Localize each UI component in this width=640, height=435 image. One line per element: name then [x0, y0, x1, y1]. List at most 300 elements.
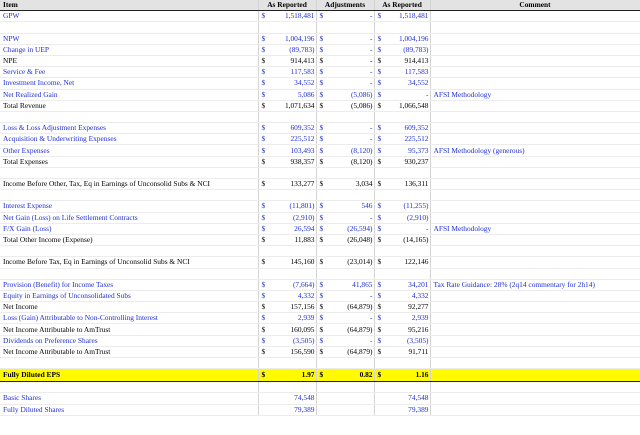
comment-cell[interactable] — [430, 234, 640, 245]
empty-cell[interactable] — [430, 190, 640, 201]
currency-symbol: $ — [319, 33, 324, 43]
value-cell-b[interactable] — [316, 393, 374, 404]
value-cell-a[interactable] — [258, 179, 316, 190]
value-cell-c[interactable] — [374, 393, 430, 404]
comment-cell[interactable] — [430, 324, 640, 335]
value-cell-c[interactable] — [374, 33, 430, 44]
empty-cell[interactable] — [374, 358, 430, 369]
value-cell-c[interactable] — [374, 44, 430, 55]
comment-cell[interactable] — [430, 369, 640, 382]
row-npe — [0, 55, 640, 66]
value-cell-a[interactable] — [258, 212, 316, 223]
currency-symbol: $ — [319, 313, 324, 323]
row-label[interactable]: Net Realized Gain — [0, 89, 258, 100]
value-cell-a[interactable] — [258, 201, 316, 212]
row-acq — [0, 134, 640, 145]
value-cell-c[interactable] — [374, 145, 430, 156]
value-cell-c[interactable] — [374, 100, 430, 111]
currency-symbol: $ — [261, 100, 266, 110]
empty-cell[interactable] — [374, 111, 430, 122]
row-ni — [0, 302, 640, 313]
comment-cell[interactable] — [430, 67, 640, 78]
value-cell-b[interactable] — [316, 179, 374, 190]
value-cell-a[interactable] — [258, 11, 316, 22]
value-cell-a[interactable] — [258, 100, 316, 111]
value-cell-a[interactable] — [258, 78, 316, 89]
value-cell-c[interactable] — [374, 404, 430, 415]
value-cell-b[interactable] — [316, 223, 374, 234]
cell-value: 133,277 — [290, 179, 315, 189]
cell-value: - — [370, 313, 373, 323]
cell-value: (64,879) — [347, 302, 373, 312]
currency-symbol: $ — [319, 89, 324, 99]
empty-cell[interactable] — [430, 167, 640, 178]
value-cell-b[interactable] — [316, 11, 374, 22]
value-cell-b[interactable] — [316, 290, 374, 301]
cell-value: 4,332 — [411, 290, 429, 300]
row-nicom — [0, 346, 640, 357]
header-as-reported[interactable]: As Reported — [258, 0, 316, 11]
row-label[interactable]: Basic Shares — [0, 393, 258, 404]
comment-cell[interactable] — [430, 313, 640, 324]
empty-cell[interactable] — [374, 167, 430, 178]
currency-symbol: $ — [319, 346, 324, 356]
comment-cell[interactable] — [430, 33, 640, 44]
value-cell-c[interactable] — [374, 11, 430, 22]
currency-symbol: $ — [319, 44, 324, 54]
cell-value: 3,034 — [355, 179, 373, 189]
row-eps — [0, 369, 640, 382]
value-cell-a[interactable] — [258, 346, 316, 357]
row-label[interactable]: GPW — [0, 11, 258, 22]
value-cell-b[interactable] — [316, 78, 374, 89]
currency-symbol: $ — [319, 179, 324, 189]
value-cell-a[interactable] — [258, 257, 316, 268]
cell-value: 1,071,634 — [284, 100, 315, 110]
value-cell-c[interactable] — [374, 279, 430, 290]
cell-value: 34,552 — [408, 78, 429, 88]
currency-symbol: $ — [377, 257, 382, 267]
value-cell-b[interactable] — [316, 44, 374, 55]
row-label[interactable]: Net Income Attributable to AmTrust — [0, 324, 258, 335]
empty-cell[interactable] — [316, 358, 374, 369]
empty-cell[interactable] — [374, 382, 430, 393]
currency-symbol: $ — [261, 335, 266, 345]
empty-cell[interactable] — [316, 167, 374, 178]
value-cell-b[interactable] — [316, 212, 374, 223]
currency-symbol: $ — [377, 56, 382, 66]
comment-cell[interactable]: AFSI Methodology (generous) — [430, 145, 640, 156]
currency-symbol: $ — [377, 78, 382, 88]
row-label[interactable]: Equity in Earnings of Unconsolidated Subs — [0, 290, 258, 301]
value-cell-b[interactable] — [316, 257, 374, 268]
value-cell-c[interactable] — [374, 123, 430, 134]
value-cell-b[interactable] — [316, 156, 374, 167]
value-cell-c[interactable] — [374, 335, 430, 346]
row-label[interactable]: Fully Diluted Shares — [0, 404, 258, 415]
currency-symbol: $ — [377, 156, 382, 166]
comment-cell[interactable] — [430, 404, 640, 415]
currency-symbol: $ — [377, 201, 382, 211]
cell-value: 156,590 — [290, 346, 315, 356]
currency-symbol: $ — [261, 33, 266, 43]
row-label[interactable]: Dividends on Preference Shares — [0, 335, 258, 346]
value-cell-c[interactable] — [374, 201, 430, 212]
value-cell-a[interactable] — [258, 369, 316, 382]
value-cell-b[interactable] — [316, 33, 374, 44]
value-cell-c[interactable] — [374, 89, 430, 100]
currency-symbol: $ — [261, 156, 266, 166]
value-cell-b[interactable] — [316, 89, 374, 100]
currency-symbol: $ — [319, 324, 324, 334]
empty-cell[interactable] — [316, 111, 374, 122]
cell-value: 117,583 — [404, 67, 429, 77]
cell-value: 34,552 — [294, 78, 315, 88]
empty-cell[interactable] — [258, 382, 316, 393]
comment-cell[interactable] — [430, 212, 640, 223]
currency-symbol: $ — [261, 279, 266, 289]
value-cell-b[interactable] — [316, 55, 374, 66]
comment-cell[interactable] — [430, 346, 640, 357]
value-cell-c[interactable] — [374, 290, 430, 301]
row-label[interactable]: Interest Expense — [0, 201, 258, 212]
cell-value: 95,216 — [408, 324, 429, 334]
cell-value: (2,910) — [406, 212, 429, 222]
cell-value: - — [370, 123, 373, 133]
empty-cell[interactable] — [0, 22, 258, 33]
row-basic — [0, 393, 640, 404]
currency-symbol: $ — [319, 78, 324, 88]
currency-symbol: $ — [261, 235, 266, 245]
empty-cell[interactable] — [258, 268, 316, 279]
value-cell-b[interactable] — [316, 369, 374, 382]
comment-cell[interactable] — [430, 290, 640, 301]
cell-value: 609,352 — [404, 123, 429, 133]
currency-symbol: $ — [377, 290, 382, 300]
empty-cell[interactable] — [258, 167, 316, 178]
empty-cell[interactable] — [430, 268, 640, 279]
cell-value: (26,048) — [347, 235, 373, 245]
value-cell-c[interactable] — [374, 156, 430, 167]
value-cell-a[interactable] — [258, 234, 316, 245]
currency-symbol: $ — [261, 44, 266, 54]
comment-cell[interactable] — [430, 55, 640, 66]
value-cell-a[interactable] — [258, 313, 316, 324]
value-cell-c[interactable] — [374, 257, 430, 268]
comment-cell[interactable] — [430, 335, 640, 346]
value-cell-a[interactable] — [258, 290, 316, 301]
value-cell-c[interactable] — [374, 179, 430, 190]
value-cell-b[interactable] — [316, 335, 374, 346]
currency-symbol: $ — [377, 223, 382, 233]
row-label[interactable]: Total Revenue — [0, 100, 258, 111]
value-cell-a[interactable] — [258, 44, 316, 55]
cell-value: - — [370, 44, 373, 54]
currency-symbol: $ — [377, 279, 382, 289]
currency-symbol: $ — [319, 56, 324, 66]
row-label[interactable]: Net Income Attributable to AmTrust — [0, 346, 258, 357]
value-cell-a[interactable] — [258, 145, 316, 156]
currency-symbol: $ — [377, 302, 382, 312]
currency-symbol: $ — [377, 212, 382, 222]
cell-value: - — [426, 223, 429, 233]
row-label[interactable]: Income Before Tax, Eq in Earnings of Unconsolid Subs & NCI — [0, 257, 258, 268]
cell-value: 1.16 — [415, 370, 429, 380]
empty-cell[interactable] — [430, 246, 640, 257]
value-cell-a[interactable] — [258, 279, 316, 290]
cell-value: 1,004,196 — [398, 33, 429, 43]
value-cell-c[interactable] — [374, 55, 430, 66]
empty-cell[interactable] — [0, 111, 258, 122]
empty-cell[interactable] — [258, 111, 316, 122]
row-label[interactable]: Income Before Other, Tax, Eq in Earnings of Unconsolid Subs & NCI — [0, 179, 258, 190]
header-adjustments[interactable]: Adjustments — [316, 0, 374, 11]
value-cell-a[interactable] — [258, 404, 316, 415]
cell-value: 160,095 — [290, 324, 315, 334]
comment-cell[interactable] — [430, 78, 640, 89]
empty-cell[interactable] — [374, 246, 430, 257]
value-cell-b[interactable] — [316, 234, 374, 245]
row-label[interactable]: Loss (Gain) Attributable to Non-Controlling Interest — [0, 313, 258, 324]
currency-symbol: $ — [261, 302, 266, 312]
currency-symbol: $ — [319, 11, 324, 21]
cell-value: 122,146 — [404, 257, 429, 267]
row-ibo — [0, 179, 640, 190]
value-cell-c[interactable] — [374, 78, 430, 89]
currency-symbol: $ — [377, 44, 382, 54]
header-comment[interactable]: Comment — [430, 0, 640, 11]
currency-symbol: $ — [319, 123, 324, 133]
currency-symbol: $ — [319, 370, 324, 380]
comment-cell[interactable] — [430, 257, 640, 268]
row-eq — [0, 290, 640, 301]
currency-symbol: $ — [261, 123, 266, 133]
row-label[interactable]: Other Expenses — [0, 145, 258, 156]
comment-cell[interactable] — [430, 134, 640, 145]
comment-cell[interactable] — [430, 123, 640, 134]
row-toi — [0, 234, 640, 245]
currency-symbol: $ — [261, 89, 266, 99]
cell-value: 79,389 — [294, 404, 315, 414]
value-cell-a[interactable] — [258, 335, 316, 346]
empty-cell[interactable] — [316, 22, 374, 33]
value-cell-b[interactable] — [316, 313, 374, 324]
value-cell-c[interactable] — [374, 67, 430, 78]
comment-cell[interactable]: Tax Rate Guidance: 28% (2q14 commentary for 2h14) — [430, 279, 640, 290]
comment-cell[interactable]: AFSI Methodology — [430, 89, 640, 100]
value-cell-c[interactable] — [374, 234, 430, 245]
value-cell-a[interactable] — [258, 55, 316, 66]
comment-cell[interactable] — [430, 201, 640, 212]
value-cell-c[interactable] — [374, 369, 430, 382]
empty-cell[interactable] — [0, 167, 258, 178]
empty-cell[interactable] — [374, 268, 430, 279]
comment-cell[interactable] — [430, 100, 640, 111]
cell-value: 4,332 — [297, 290, 315, 300]
value-cell-b[interactable] — [316, 100, 374, 111]
cell-value: 41,865 — [352, 279, 373, 289]
header-row — [0, 0, 640, 11]
row-oth — [0, 145, 640, 156]
comment-cell[interactable]: AFSI Methodology — [430, 223, 640, 234]
currency-symbol: $ — [319, 67, 324, 77]
spacer-row — [0, 358, 640, 369]
cell-value: 914,413 — [404, 56, 429, 66]
value-cell-c[interactable] — [374, 313, 430, 324]
header-as-reported-2[interactable]: As Reported — [374, 0, 430, 11]
value-cell-c[interactable] — [374, 346, 430, 357]
currency-symbol — [376, 405, 378, 415]
empty-cell[interactable] — [430, 111, 640, 122]
row-label[interactable]: Service & Fee — [0, 67, 258, 78]
row-label[interactable]: Investment Income, Net — [0, 78, 258, 89]
empty-cell[interactable] — [258, 358, 316, 369]
cell-value: 1.97 — [301, 370, 315, 380]
value-cell-b[interactable] — [316, 279, 374, 290]
value-cell-c[interactable] — [374, 302, 430, 313]
value-cell-c[interactable] — [374, 212, 430, 223]
comment-cell[interactable] — [430, 156, 640, 167]
empty-cell[interactable] — [374, 22, 430, 33]
currency-symbol: $ — [377, 33, 382, 43]
value-cell-a[interactable] — [258, 156, 316, 167]
currency-symbol: $ — [261, 145, 266, 155]
row-label[interactable]: Change in UEP — [0, 44, 258, 55]
cell-value: 92,277 — [408, 302, 429, 312]
currency-symbol: $ — [377, 335, 382, 345]
empty-cell[interactable] — [258, 246, 316, 257]
currency-symbol: $ — [261, 78, 266, 88]
empty-cell[interactable] — [430, 358, 640, 369]
value-cell-b[interactable] — [316, 201, 374, 212]
currency-symbol: $ — [261, 370, 266, 380]
row-label[interactable]: F/X Gain (Loss) — [0, 223, 258, 234]
comment-cell[interactable] — [430, 302, 640, 313]
value-cell-b[interactable] — [316, 324, 374, 335]
currency-symbol: $ — [319, 335, 324, 345]
header-item[interactable]: Item — [0, 0, 258, 11]
empty-cell[interactable] — [374, 190, 430, 201]
cell-value: (11,801) — [289, 201, 315, 211]
cell-value: 1,518,481 — [284, 11, 315, 21]
cell-value: 225,512 — [290, 134, 315, 144]
currency-symbol: $ — [377, 235, 382, 245]
row-tax — [0, 279, 640, 290]
value-cell-a[interactable] — [258, 324, 316, 335]
row-label[interactable]: Net Income — [0, 302, 258, 313]
value-cell-a[interactable] — [258, 123, 316, 134]
empty-cell[interactable] — [0, 358, 258, 369]
currency-symbol: $ — [261, 67, 266, 77]
cell-value: (8,120) — [350, 156, 373, 166]
cell-value: 145,160 — [290, 257, 315, 267]
row-label[interactable]: Net Gain (Loss) on Life Settlement Contracts — [0, 212, 258, 223]
value-cell-a[interactable] — [258, 134, 316, 145]
currency-symbol: $ — [319, 212, 324, 222]
cell-value: (2,910) — [292, 212, 315, 222]
empty-cell[interactable] — [0, 382, 258, 393]
currency-symbol — [260, 393, 262, 403]
currency-symbol: $ — [261, 201, 266, 211]
row-label[interactable]: NPE — [0, 55, 258, 66]
row-label[interactable]: Acquisition & Underwriting Expenses — [0, 134, 258, 145]
row-label[interactable]: NPW — [0, 33, 258, 44]
row-label[interactable]: Fully Diluted EPS — [0, 369, 258, 382]
currency-symbol: $ — [261, 11, 266, 21]
currency-symbol: $ — [319, 145, 324, 155]
cell-value: 91,711 — [408, 346, 429, 356]
currency-symbol: $ — [377, 324, 382, 334]
cell-value: 0.82 — [359, 370, 373, 380]
cell-value: - — [370, 335, 373, 345]
cell-value: - — [370, 56, 373, 66]
value-cell-b[interactable] — [316, 134, 374, 145]
empty-cell[interactable] — [258, 190, 316, 201]
empty-cell[interactable] — [258, 22, 316, 33]
empty-cell[interactable] — [0, 190, 258, 201]
comment-cell[interactable] — [430, 393, 640, 404]
value-cell-a[interactable] — [258, 89, 316, 100]
value-cell-b[interactable] — [316, 123, 374, 134]
empty-cell[interactable] — [430, 382, 640, 393]
currency-symbol: $ — [377, 179, 382, 189]
cell-value: - — [426, 89, 429, 99]
currency-symbol: $ — [319, 201, 324, 211]
comment-cell[interactable] — [430, 179, 640, 190]
currency-symbol: $ — [377, 134, 382, 144]
currency-symbol: $ — [319, 100, 324, 110]
value-cell-b[interactable] — [316, 67, 374, 78]
empty-cell[interactable] — [0, 246, 258, 257]
row-label[interactable]: Total Expenses — [0, 156, 258, 167]
row-label[interactable]: Provision (Benefit) for Income Taxes — [0, 279, 258, 290]
empty-cell[interactable] — [316, 268, 374, 279]
value-cell-a[interactable] — [258, 33, 316, 44]
value-cell-b[interactable] — [316, 302, 374, 313]
value-cell-c[interactable] — [374, 134, 430, 145]
empty-cell[interactable] — [316, 246, 374, 257]
currency-symbol: $ — [319, 257, 324, 267]
value-cell-a[interactable] — [258, 393, 316, 404]
spacer-row — [0, 382, 640, 393]
empty-cell[interactable] — [316, 382, 374, 393]
value-cell-a[interactable] — [258, 67, 316, 78]
value-cell-c[interactable] — [374, 324, 430, 335]
currency-symbol: $ — [319, 235, 324, 245]
row-label[interactable]: Loss & Loss Adjustment Expenses — [0, 123, 258, 134]
row-gain — [0, 89, 640, 100]
value-cell-b[interactable] — [316, 145, 374, 156]
cell-value: 5,086 — [297, 89, 315, 99]
value-cell-b[interactable] — [316, 346, 374, 357]
cell-value: 95,373 — [408, 145, 429, 155]
empty-cell[interactable] — [0, 268, 258, 279]
comment-cell[interactable] — [430, 11, 640, 22]
empty-cell[interactable] — [430, 22, 640, 33]
row-texp — [0, 156, 640, 167]
comment-cell[interactable] — [430, 44, 640, 55]
value-cell-c[interactable] — [374, 223, 430, 234]
row-label[interactable]: Total Other Income (Expense) — [0, 234, 258, 245]
row-life — [0, 212, 640, 223]
cell-value: 26,594 — [294, 223, 315, 233]
empty-cell[interactable] — [316, 190, 374, 201]
cell-value: 136,311 — [404, 179, 429, 189]
value-cell-a[interactable] — [258, 223, 316, 234]
cell-value: (23,014) — [347, 257, 373, 267]
value-cell-a[interactable] — [258, 302, 316, 313]
value-cell-b[interactable] — [316, 404, 374, 415]
